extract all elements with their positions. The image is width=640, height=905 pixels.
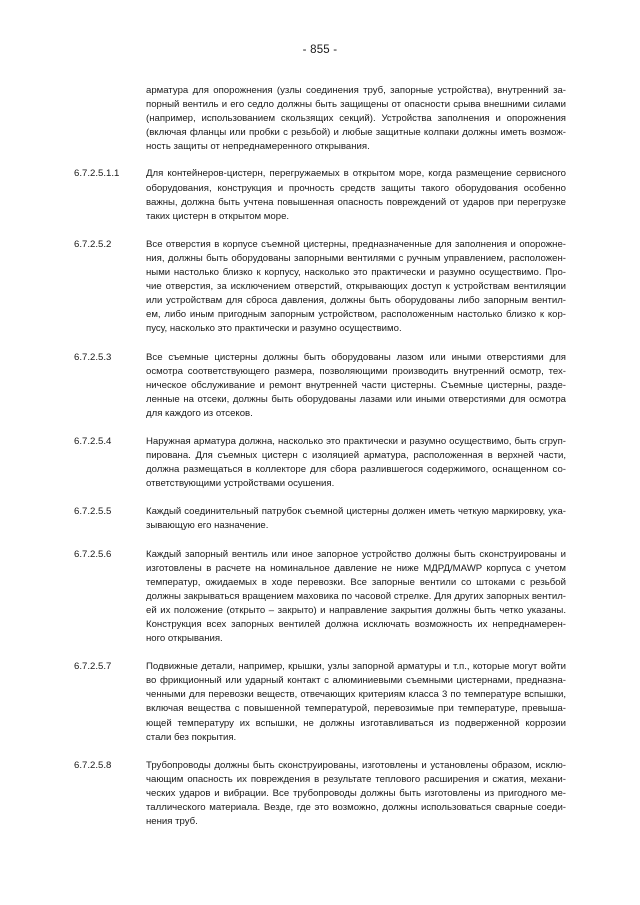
- paragraph-6-7-2-5-5: [74, 505, 566, 533]
- paragraph-number: 6.7.2.5.7: [74, 661, 112, 673]
- text-line: порный вентиль и его седло должны быть защищены от опасности срыва внешними силами: [146, 99, 566, 111]
- text-line: осмотра соответствующего размера, позволяющими производить внутренний осмотр, тех-: [146, 365, 566, 377]
- text-line: важны, должна быть учтена повышенная опасность повреждений от ударов при перегрузке: [146, 196, 566, 208]
- paragraph-6-7-2-5-1-1: [74, 167, 566, 223]
- text-line: Подвижные детали, например, крышки, узлы запорной арматуры и т.п., которые могут войти: [146, 661, 566, 673]
- paragraph-6-7-2-5-7: [74, 660, 566, 745]
- paragraph-number: 6.7.2.5.2: [74, 238, 112, 250]
- paragraph-text: [146, 167, 566, 223]
- paragraph-text: [146, 505, 566, 533]
- text-line: во фрикционный или ударный контакт с алюминиевыми съемными цистернами, предназна-: [146, 675, 566, 687]
- paragraph-6-7-2-5-4: [74, 435, 566, 491]
- page-number: - 855 -: [302, 44, 338, 56]
- paragraph-number: 6.7.2.5.5: [74, 506, 112, 518]
- text-line: Каждый запорный вентиль или иное запорное устройство должны быть сконструированы и: [146, 548, 566, 560]
- paragraph-number: 6.7.2.5.4: [74, 435, 112, 447]
- text-line: чие отверстия, за исключением отверстий, открывающих доступ к устройствам вентиляции: [146, 281, 566, 293]
- paragraph-text: [146, 351, 566, 421]
- text-line: ного открывания.: [146, 633, 223, 645]
- text-line: Для контейнеров-цистерн, перегружаемых в открытом море, когда размещение сервисного: [146, 168, 566, 180]
- text-line: ченными для перевозки веществ, отвечающих критериям класса 3 по температуре вспышки,: [146, 689, 566, 701]
- paragraph-text: [146, 548, 566, 647]
- text-line: ческих ударов и вибрации. Все трубопроводы должны быть изготовлены из пригодного ме-: [146, 787, 566, 799]
- paragraph-text: [146, 84, 566, 154]
- text-line: зывающую его назначение.: [146, 520, 269, 532]
- text-line: ем, либо иным пригодным запорным устройством, расположенным настолько близко к кор-: [146, 309, 566, 321]
- text-line: для каждого из отсеков.: [146, 407, 253, 419]
- text-line: ность защиты от непреднамеренного открывания.: [146, 141, 370, 153]
- text-line: чающим опасность их повреждения в результате теплового расширения и сжатия, механи-: [146, 773, 566, 785]
- text-line: ническое обслуживание и ремонт внутренней части цистерны. Съемные цистерны, разде-: [146, 379, 566, 391]
- paragraph-number: 6.7.2.5.6: [74, 548, 112, 560]
- text-line: Каждый соединительный патрубок съемной цистерны должен иметь четкую маркировку, ука-: [146, 506, 566, 518]
- paragraph-6-7-2-5-6: [74, 548, 566, 647]
- text-line: Все отверстия в корпусе съемной цистерны, предназначенные для заполнения и опорожне-: [146, 238, 566, 250]
- paragraph-number: 6.7.2.5.1.1: [74, 168, 120, 180]
- text-line: пирована. Для съемных цистерн с изоляцией арматура, расположенная в верхней части,: [146, 450, 566, 462]
- text-line: должны закрываться вращением маховика по часовой стрелке. Для других запорных вентил-: [146, 590, 566, 602]
- text-line: изготовлены в расчете на номинальное давление не ниже МДРД/MAWP корпуса с учетом: [146, 562, 566, 574]
- paragraph-text: [146, 759, 566, 829]
- text-line: ленные на отсеки, должны быть оборудованы лазами или иными отверстиями для осмотра: [146, 393, 566, 405]
- text-line: оборудования, конструкция и прочность средств защиты такого оборудования особенно: [146, 182, 566, 194]
- text-line: должна размещаться в коллекторе для сбора разлившегося содержимого, оснащенном со-: [146, 464, 566, 476]
- text-line: Конструкция всех запорных вентилей должна исключать возможность их непреднамерен-: [146, 619, 566, 630]
- text-line: (например, использованием скользящих секций). Устройства заполнения и опорожнения: [146, 113, 566, 125]
- text-line: нения труб.: [146, 816, 198, 828]
- text-line: включая вещества с повышенной температурой, перевозимые при температуре, превыша-: [146, 703, 566, 715]
- text-line: Трубопроводы должны быть сконструированы, изготовлены и установлены образом, исклю-: [146, 759, 566, 771]
- text-line: ными настолько близко к корпусу, насколько это практически и разумно осуществимо. Про-: [146, 267, 566, 279]
- paragraph-6-7-2-5-8: [74, 759, 566, 829]
- text-line: пусу, насколько это практически и разумно осуществимо.: [146, 323, 402, 335]
- paragraph-6-7-2-5-3: [74, 351, 566, 421]
- text-line: стали без покрытия.: [146, 731, 237, 743]
- paragraph-text: [146, 238, 566, 337]
- document-body: [74, 84, 566, 843]
- paragraph-text: [146, 660, 566, 745]
- text-line: таких цистерн в открытом море.: [146, 210, 290, 222]
- text-line: ответствующими устройствами осушения.: [146, 478, 335, 490]
- text-line: ния, должны быть оборудованы запорными вентилями с ручным управлением, расположен-: [146, 252, 566, 264]
- text-line: (включая фланцы или пробки с резьбой) и любые защитные колпаки должны иметь возмож-: [146, 127, 566, 139]
- paragraph-text: [146, 435, 566, 491]
- paragraph-6-7-2-5-2: [74, 238, 566, 337]
- text-line: Наружная арматура должна, насколько это практически и разумно осуществимо, быть сгруп-: [146, 435, 566, 447]
- text-line: Все съемные цистерны должны быть оборудованы лазом или иными отверстиями для: [146, 351, 566, 363]
- text-line: температур, ожидаемых в ходе перевозки. Все запорные вентили со штоками с резьбой: [146, 576, 566, 588]
- paragraph-number: 6.7.2.5.3: [74, 351, 112, 363]
- text-line: ей их положение (открыто – закрыто) и направление закрытия должны быть четко указаны.: [146, 604, 566, 616]
- text-line: арматура для опорожнения (узлы соединения труб, запорные устройства), внутренний за-: [146, 85, 566, 96]
- paragraph-number: 6.7.2.5.8: [74, 759, 112, 771]
- paragraph-continuation: [74, 84, 566, 154]
- text-line: ющей температуру их вспышки, не должны изготавливаться из подверженной коррозии: [146, 717, 566, 729]
- text-line: таллического материала. Везде, где это возможно, должны использоваться сварные соеди-: [146, 802, 566, 814]
- text-line: или устройствам для сброса давления, должны быть оборудованы либо запорным вентил-: [146, 295, 566, 307]
